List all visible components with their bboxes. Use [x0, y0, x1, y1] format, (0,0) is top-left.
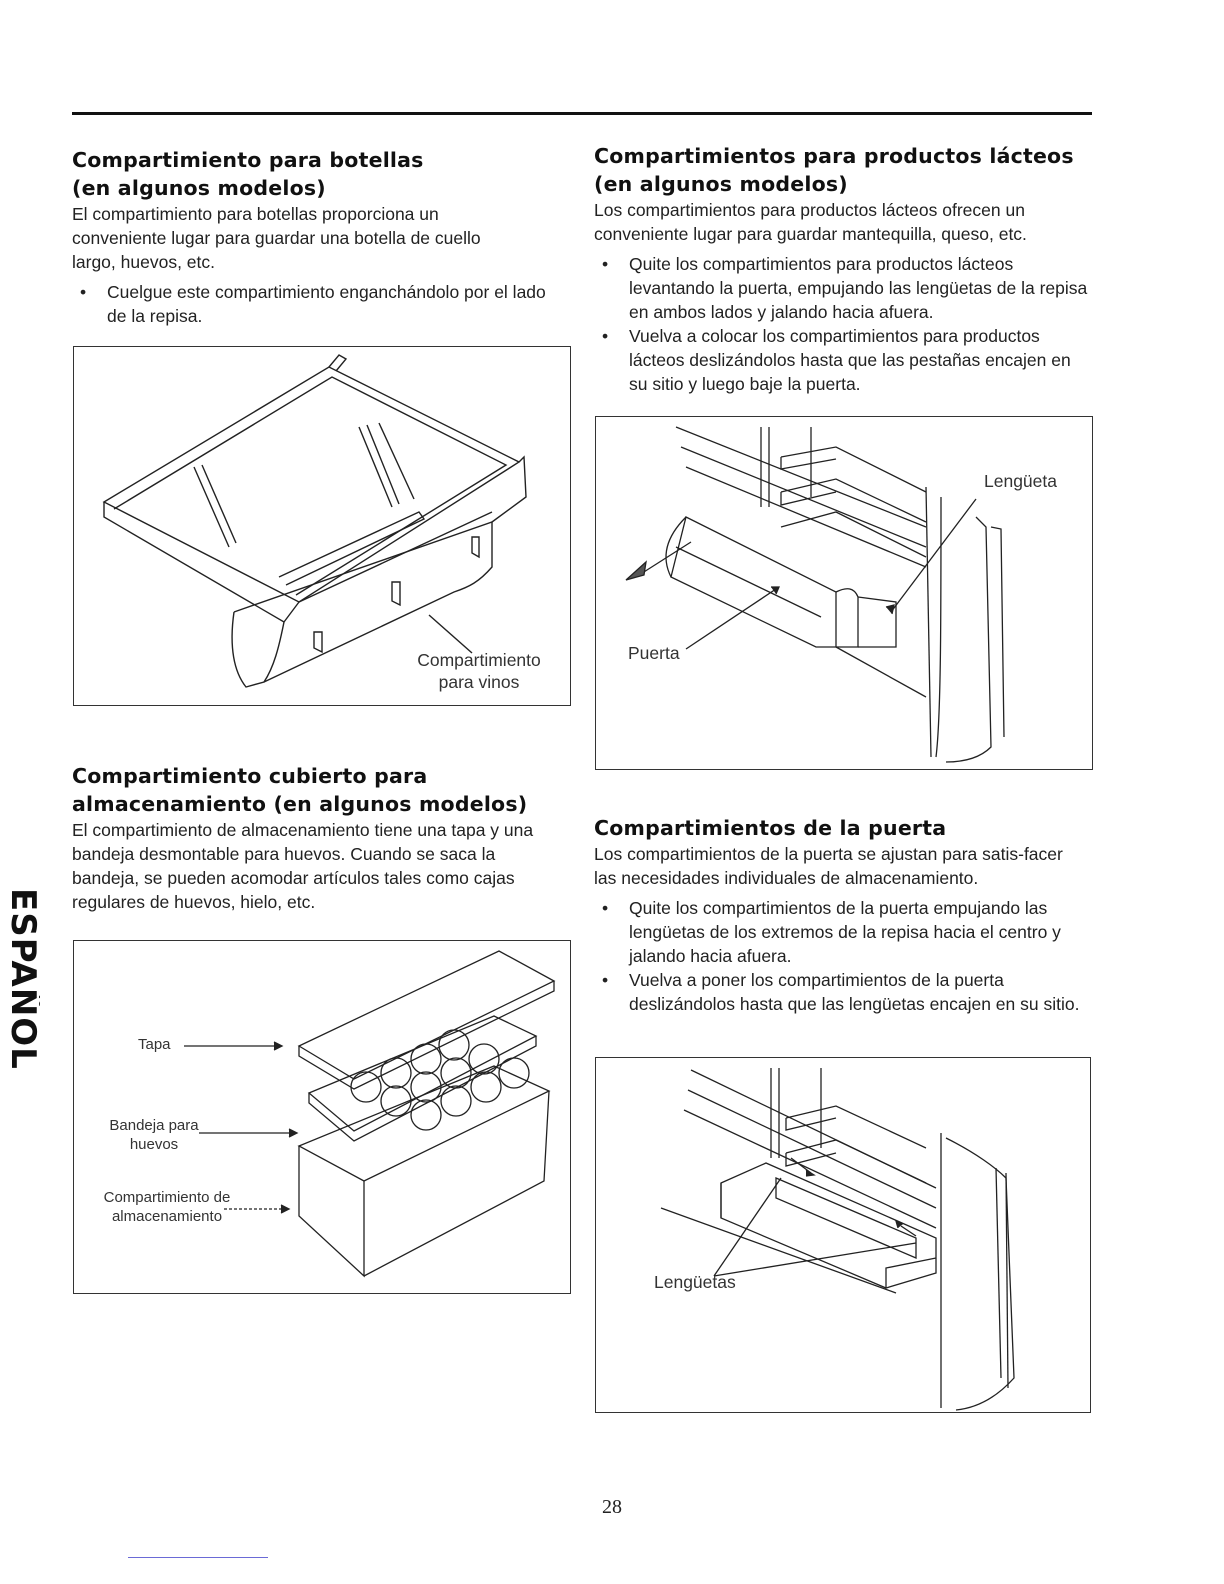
section-door-bins	[594, 814, 1094, 1016]
side-tab-text	[2, 886, 40, 1126]
section-covered-storage	[72, 762, 572, 914]
figure-covered-storage	[73, 940, 571, 1294]
title-line: Compartimiento para botellas	[72, 148, 424, 172]
bullet-item: • Vuelva a poner los compartimientos de la puerta deslizándolos hasta que las lengüetas encajen en su sitio.	[594, 968, 1090, 1016]
label-line: Bandeja para	[109, 1117, 199, 1134]
figure-wine-rack	[73, 346, 571, 706]
label-lid: Tapa	[138, 1036, 171, 1053]
footer-line	[128, 1557, 268, 1558]
bullet-list	[594, 252, 1090, 396]
title-line: Compartimiento cubierto para	[72, 764, 428, 788]
section-body: El compartimiento de almacenamiento tiene una tapa y una bandeja desmontable para huevos. Cuando se saca la bandeja, se pueden acomodar artículos tales como cajas regulares de huevos, hielo, etc.	[72, 820, 534, 912]
bullet-item: • Vuelva a colocar los compartimientos para productos lácteos deslizándolos hasta que las pestañas encajen en su sitio y luego baje la puerta.	[594, 324, 1090, 396]
label-storage-bin	[82, 1188, 252, 1226]
bullet-item: • Cuelgue este compartimiento enganchándolo por el lado de la repisa.	[72, 280, 562, 328]
section-body: Los compartimientos para productos lácteos ofrecen un conveniente lugar para guardar mantequilla, queso, etc.	[594, 200, 1027, 244]
section-dairy	[594, 142, 1094, 396]
figure-dairy	[595, 416, 1093, 770]
label-line: para vinos	[438, 672, 520, 692]
side-tab-label: ESPAÑOL	[3, 888, 40, 1070]
label-tabs: Lengüetas	[654, 1272, 736, 1292]
section-title	[594, 142, 1094, 198]
label-line: huevos	[129, 1136, 179, 1153]
section-title	[72, 146, 572, 202]
section-bottle	[72, 146, 572, 328]
section-title: Compartimientos de la puerta	[594, 816, 947, 840]
door-bins-illustration	[596, 1058, 1092, 1414]
label-door: Puerta	[628, 643, 680, 663]
bullet-list	[594, 896, 1090, 1016]
label-egg-tray	[94, 1116, 214, 1154]
title-line: (en algunos modelos)	[72, 176, 326, 200]
title-line: Compartimientos para productos lácteos	[594, 144, 1074, 168]
page-number: 28	[602, 1496, 622, 1518]
language-side-tab	[2, 886, 40, 1126]
section-body: El compartimiento para botellas proporciona un conveniente lugar para guardar una botella de cuello largo, huevos, etc.	[72, 204, 481, 272]
section-title	[72, 762, 572, 818]
bullet-item: • Quite los compartimientos de la puerta empujando las lengüetas de los extremos de la repisa hacia el centro y jalando hacia afuera.	[594, 896, 1090, 968]
top-rule	[72, 112, 1092, 115]
label-tab: Lengüeta	[984, 471, 1057, 491]
figure-door-bins	[595, 1057, 1091, 1413]
title-line: (en algunos modelos)	[594, 172, 848, 196]
label-wine-compartment	[404, 649, 554, 693]
bullet-item: • Quite los compartimientos para productos lácteos levantando la puerta, empujando las lengüetas de la repisa en ambos lados y jalando hacia afuera.	[594, 252, 1090, 324]
title-line: almacenamiento (en algunos modelos)	[72, 792, 528, 816]
section-body: Los compartimientos de la puerta se ajustan para satis-facer las necesidades individuales de almacenamiento.	[594, 844, 1063, 888]
label-line: Compartimiento	[417, 650, 541, 670]
label-line: Compartimiento de	[103, 1189, 231, 1206]
bullet-list	[72, 280, 562, 328]
label-line: almacenamiento	[111, 1208, 223, 1225]
